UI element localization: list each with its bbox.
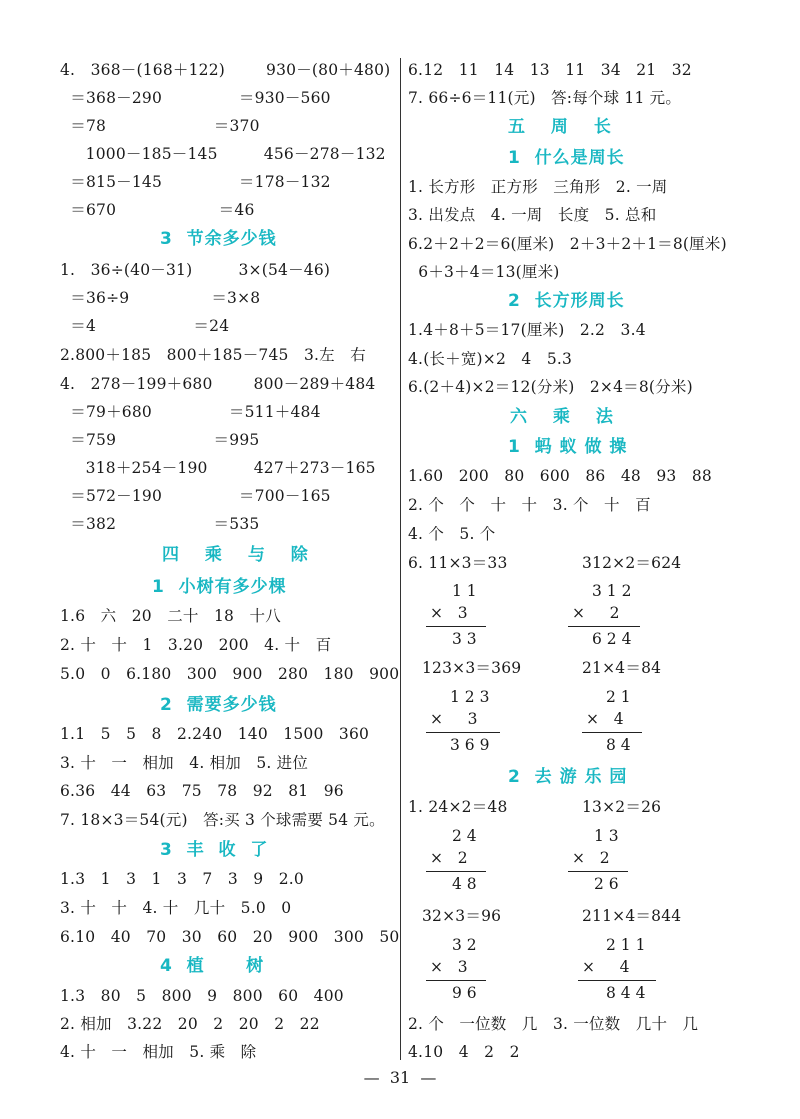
vc-multiplier: × 2 (572, 604, 620, 622)
answer-line: 4. 个 5. 个 (408, 525, 496, 543)
vc-multiplier: × 2 (430, 849, 468, 867)
vc-result: 3 3 (452, 630, 477, 648)
vc-multiplier: × 3 (430, 710, 478, 728)
answer-line: 3. 十 一 相加 4. 相加 5. 进位 (60, 754, 309, 772)
equation: 6. 11×3＝33 (408, 554, 508, 572)
vc-result: 6 2 4 (592, 630, 632, 648)
vc-multiplicand: 2 1 (606, 688, 631, 706)
vc-rule (426, 626, 486, 627)
answer-line: 1000－185－145 456－278－132 (60, 145, 386, 163)
equation: 123×3＝369 (422, 659, 522, 677)
vc-result: 9 6 (452, 984, 477, 1002)
vc-rule (426, 980, 486, 981)
vc-multiplier: × 3 (430, 604, 468, 622)
equation: 32×3＝96 (422, 907, 502, 925)
answer-line: 6.(2＋4)×2＝12(分米) 2×4＝8(分米) (408, 378, 693, 396)
section-heading: 2 长方形周长 (508, 291, 625, 311)
answer-line: 1. 长方形 正方形 三角形 2. 一周 (408, 178, 668, 196)
answer-line: ＝36÷9 ＝3×8 (60, 289, 261, 307)
answer-line: 2. 相加 3.22 20 2 20 2 22 (60, 1015, 320, 1033)
answer-line: 2. 个 个 十 十 3. 个 十 百 (408, 496, 651, 514)
column-divider (400, 58, 401, 1060)
answer-line: 2.800＋185 800＋185－745 3.左 右 (60, 346, 366, 364)
section-heading: 2 去 游 乐 园 (508, 767, 628, 787)
vc-multiplier: × 3 (430, 958, 468, 976)
answer-line: ＝572－190 ＝700－165 (60, 487, 331, 505)
answer-line: 1.3 80 5 800 9 800 60 400 (60, 987, 344, 1005)
equation: 1. 24×2＝48 (408, 798, 508, 816)
vc-result: 4 8 (452, 875, 477, 893)
vc-result: 8 4 (606, 736, 631, 754)
chapter-heading: 四 乘 与 除 (162, 545, 318, 565)
vc-rule (568, 626, 640, 627)
answer-line: 4.10 4 2 2 (408, 1043, 520, 1061)
answer-line: 1.3 1 3 1 3 7 3 9 2.0 (60, 870, 304, 888)
vc-result: 3 6 9 (450, 736, 490, 754)
vc-result: 8 4 4 (606, 984, 646, 1002)
answer-line: 2. 个 一位数 几 3. 一位数 几十 几 (408, 1015, 699, 1033)
answer-line: 7. 66÷6＝11(元) 答:每个球 11 元。 (408, 89, 682, 107)
section-heading: 3 节余多少钱 (160, 229, 277, 249)
section-heading: 1 什么是周长 (508, 148, 625, 168)
answer-line: ＝759 ＝995 (60, 431, 260, 449)
answer-line: 6.10 40 70 30 60 20 900 300 50 (60, 928, 400, 946)
answer-line: 4. 十 一 相加 5. 乘 除 (60, 1043, 257, 1061)
section-heading: 1 小树有多少棵 (152, 577, 287, 597)
equation: 21×4＝84 (582, 659, 662, 677)
page-number: — 31 — (363, 1068, 437, 1087)
answer-line: 6.12 11 14 13 11 34 21 32 (408, 61, 692, 79)
answer-line: 4.(长＋宽)×2 4 5.3 (408, 350, 573, 368)
vc-multiplier: × 2 (572, 849, 610, 867)
answer-line: ＝78 ＝370 (60, 117, 260, 135)
answer-line: 5.0 0 6.180 300 900 280 180 900 (60, 665, 400, 683)
vc-rule (568, 871, 628, 872)
chapter-heading: 六 乘 法 (510, 407, 623, 427)
answer-line: ＝670 ＝46 (60, 201, 255, 219)
answer-line: 7. 18×3＝54(元) 答:买 3 个球需要 54 元。 (60, 811, 385, 829)
answer-line: 6.36 44 63 75 78 92 81 96 (60, 782, 344, 800)
answer-line: 3. 出发点 4. 一周 长度 5. 总和 (408, 206, 657, 224)
answer-line: 1.6 六 20 二十 18 十八 (60, 607, 281, 625)
equation: 211×4＝844 (582, 907, 682, 925)
vc-multiplicand: 1 2 3 (450, 688, 490, 706)
answer-line: ＝382 ＝535 (60, 515, 260, 533)
section-heading: 3 丰 收 了 (160, 840, 269, 860)
answer-line: 6.2＋2＋2＝6(厘米) 2＋3＋2＋1＝8(厘米) (408, 235, 727, 253)
vc-multiplier: × 4 (586, 710, 624, 728)
vc-rule (582, 732, 642, 733)
answer-line: 1.4＋8＋5＝17(厘米) 2.2 3.4 (408, 321, 646, 339)
vc-rule (426, 871, 486, 872)
answer-line: ＝368－290 ＝930－560 (60, 89, 331, 107)
vc-multiplicand: 2 1 1 (606, 936, 646, 954)
answer-line: 1.60 200 80 600 86 48 93 88 (408, 467, 712, 485)
answer-line: 2. 十 十 1 3.20 200 4. 十 百 (60, 636, 332, 654)
answer-line: 318＋254－190 427＋273－165 (60, 459, 376, 477)
vc-multiplicand: 1 1 (452, 582, 477, 600)
equation: 312×2＝624 (582, 554, 682, 572)
vc-multiplicand: 1 3 (594, 827, 619, 845)
vc-multiplier: × 4 (582, 958, 630, 976)
vc-rule (578, 980, 656, 981)
vc-multiplicand: 3 2 (452, 936, 477, 954)
answer-line: ＝815－145 ＝178－132 (60, 173, 331, 191)
section-heading: 2 需要多少钱 (160, 695, 277, 715)
chapter-heading: 五 周 长 (508, 117, 621, 137)
section-heading: 4 植 树 (160, 956, 265, 976)
vc-result: 2 6 (594, 875, 619, 893)
answer-line: 4. 278－199＋680 800－289＋484 (60, 375, 376, 393)
answer-line: ＝4 ＝24 (60, 317, 230, 335)
answer-line: 6＋3＋4＝13(厘米) (408, 263, 560, 281)
answer-line: ＝79＋680 ＝511＋484 (60, 403, 321, 421)
section-heading: 1 蚂 蚁 做 操 (508, 437, 628, 457)
vc-rule (426, 732, 500, 733)
answer-line: 3. 十 十 4. 十 几十 5.0 0 (60, 899, 292, 917)
answer-line: 4. 368－(168＋122) 930－(80＋480) (60, 61, 391, 79)
answer-line: 1.1 5 5 8 2.240 140 1500 360 (60, 725, 370, 743)
equation: 13×2＝26 (582, 798, 662, 816)
vc-multiplicand: 3 1 2 (592, 582, 632, 600)
vc-multiplicand: 2 4 (452, 827, 477, 845)
answer-line: 1. 36÷(40－31) 3×(54－46) (60, 261, 331, 279)
